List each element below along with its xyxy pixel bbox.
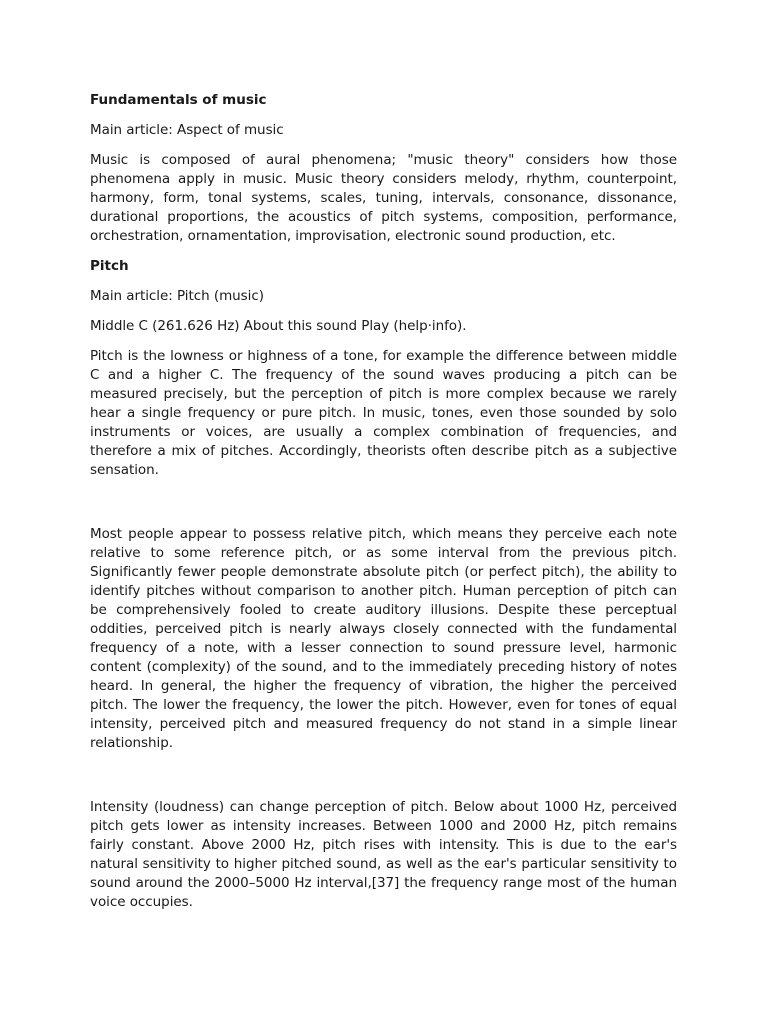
blank-gap: [90, 491, 677, 525]
paragraph-relative-pitch: Most people appear to possess relative pitch, which means they perceive each note relative to some reference pitch, or as some interval from the previous pitch. Significantly fewer people demonstrate absolute pitch (or perfect pitch), the ability to identify pitches without comparison to another pitch. Human perception of pitch can be comprehensively fooled to create auditory illusions. Despite these perceptual oddities, perceived pitch is nearly always closely connected with the fundamental frequency of a note, with a lesser connection to sound pressure level, harmonic content (complexity) of the sound, and to the immediately preceding history of notes heard. In general, the higher the frequency of vibration, the higher the perceived pitch. The lower the frequency, the lower the pitch. However, even for tones of equal intensity, perceived pitch and measured frequency do not stand in a simple linear relationship.: [90, 526, 677, 751]
paragraph-pitch-definition: Pitch is the lowness or highness of a tone, for example the difference between middle C and a higher C. The frequency of the sound waves producing a pitch can be measured precisely, but the perception of pitch is more complex because we rarely hear a single frequency or pure pitch. In music, tones, even those sounded by solo instruments or voices, are usually a complex combination of frequencies, and therefore a mix of pitches. Accordingly, theorists often describe pitch as a subjective sensation.: [90, 348, 677, 478]
section-heading-fundamentals: Fundamentals of music: [90, 92, 267, 108]
document-page: [90, 91, 677, 923]
sound-note-middle-c: Middle C (261.626 Hz) About this sound Play (help·info).: [90, 318, 467, 334]
section-heading-pitch: Pitch: [90, 258, 129, 274]
main-article-note-aspect: Main article: Aspect of music: [90, 122, 284, 138]
main-article-note-pitch: Main article: Pitch (music): [90, 288, 264, 304]
paragraph-music-theory: Music is composed of aural phenomena; "music theory" considers how those phenomena apply in music. Music theory considers melody, rhythm, counterpoint, harmony, form, tonal systems, scales, tuning, intervals, consonance, dissonance, durational proportions, the acoustics of pitch systems, composition, performance, orchestration, ornamentation, improvisation, electronic sound production, etc.: [90, 152, 677, 244]
blank-gap: [90, 764, 677, 798]
paragraph-intensity: Intensity (loudness) can change perception of pitch. Below about 1000 Hz, perceived pitch gets lower as intensity increases. Between 1000 and 2000 Hz, pitch remains fairly constant. Above 2000 Hz, pitch rises with intensity. This is due to the ear's natural sensitivity to higher pitched sound, as well as the ear's particular sensitivity to sound around the 2000–5000 Hz interval,[37] the frequency range most of the human voice occupies.: [90, 799, 677, 910]
